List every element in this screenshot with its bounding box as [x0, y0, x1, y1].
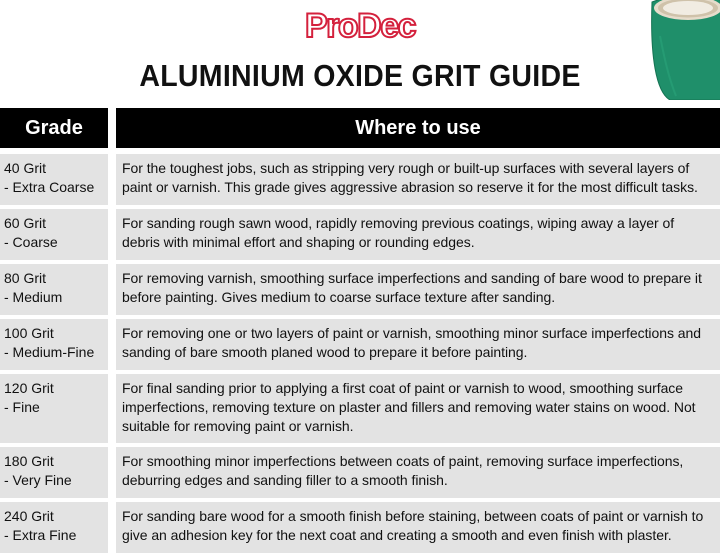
table-row	[0, 154, 720, 205]
table-header	[0, 108, 720, 148]
use-cell	[116, 154, 720, 205]
use-line: For final sanding prior to applying a first coat of paint or varnish to wood, smoothing surface	[122, 380, 683, 396]
grit-level: - Very Fine	[4, 472, 72, 488]
grit-label: 40 Grit	[4, 160, 47, 176]
grit-level: - Coarse	[4, 234, 58, 250]
table-row	[0, 447, 720, 498]
use-line: paint or varnish. This grade gives aggressive abrasion so reserve it for the most difficult tasks.	[122, 179, 698, 195]
grit-label: 240 Grit	[4, 508, 54, 524]
grit-guide-table	[0, 108, 720, 557]
table-row	[0, 209, 720, 260]
use-cell	[116, 209, 720, 260]
grit-level: - Extra Fine	[4, 527, 77, 543]
grit-level: - Fine	[4, 399, 40, 415]
grade-cell	[0, 264, 108, 315]
grade-cell	[0, 154, 108, 205]
use-cell	[116, 502, 720, 553]
use-line: deburring edges and sanding filler to a smooth finish.	[122, 472, 448, 488]
grade-cell	[0, 502, 108, 553]
use-line: For smoothing minor imperfections between coats of paint, removing surface imperfections,	[122, 453, 684, 469]
grit-label: 80 Grit	[4, 270, 47, 286]
use-line: For the toughest jobs, such as stripping very rough or built-up surfaces with several layers of	[122, 160, 690, 176]
use-column-header: Where to use	[116, 108, 720, 148]
grit-label: 100 Grit	[4, 325, 54, 341]
use-cell	[116, 374, 720, 443]
use-line: imperfections, removing texture on plaster and fillers and removing water stains on wood. Not	[122, 399, 696, 415]
use-cell	[116, 447, 720, 498]
use-line: give an adhesion key for the next coat and creating a smooth and even finish with plaster.	[122, 527, 672, 543]
use-line: For removing varnish, smoothing surface imperfections and sanding of bare wood to prepare it	[122, 270, 702, 286]
grit-level: - Extra Coarse	[4, 179, 95, 195]
use-line: For removing one or two layers of paint or varnish, smoothing minor surface imperfections and	[122, 325, 701, 341]
grit-level: - Medium-Fine	[4, 344, 95, 360]
grit-label: 60 Grit	[4, 215, 47, 231]
table-row	[0, 502, 720, 553]
prodec-logo: ProDec	[304, 7, 416, 45]
page-title: ALUMINIUM OXIDE GRIT GUIDE	[139, 58, 581, 93]
sandpaper-roll-icon	[642, 0, 720, 100]
table-row	[0, 264, 720, 315]
table-row	[0, 319, 720, 370]
grade-cell	[0, 209, 108, 260]
use-line: suitable for removing paint or varnish.	[122, 418, 354, 434]
grit-level: - Medium	[4, 289, 63, 305]
grit-label: 120 Grit	[4, 380, 54, 396]
use-line: sanding of bare smooth planed wood to prepare it before painting.	[122, 344, 528, 360]
use-line: For sanding bare wood for a smooth finish before staining, between coats of paint or varnish to	[122, 508, 704, 524]
grade-cell	[0, 319, 108, 370]
grit-label: 180 Grit	[4, 453, 54, 469]
grade-cell	[0, 374, 108, 443]
use-cell	[116, 264, 720, 315]
use-line: For sanding rough sawn wood, rapidly removing previous coatings, wiping away a layer of	[122, 215, 675, 231]
use-cell	[116, 319, 720, 370]
grade-cell	[0, 447, 108, 498]
use-line: debris with minimal effort and shaping or rounding edges.	[122, 234, 475, 250]
table-row	[0, 374, 720, 443]
grade-column-header: Grade	[0, 108, 108, 148]
use-line: before painting. Gives medium to coarse surface texture after sanding.	[122, 289, 556, 305]
